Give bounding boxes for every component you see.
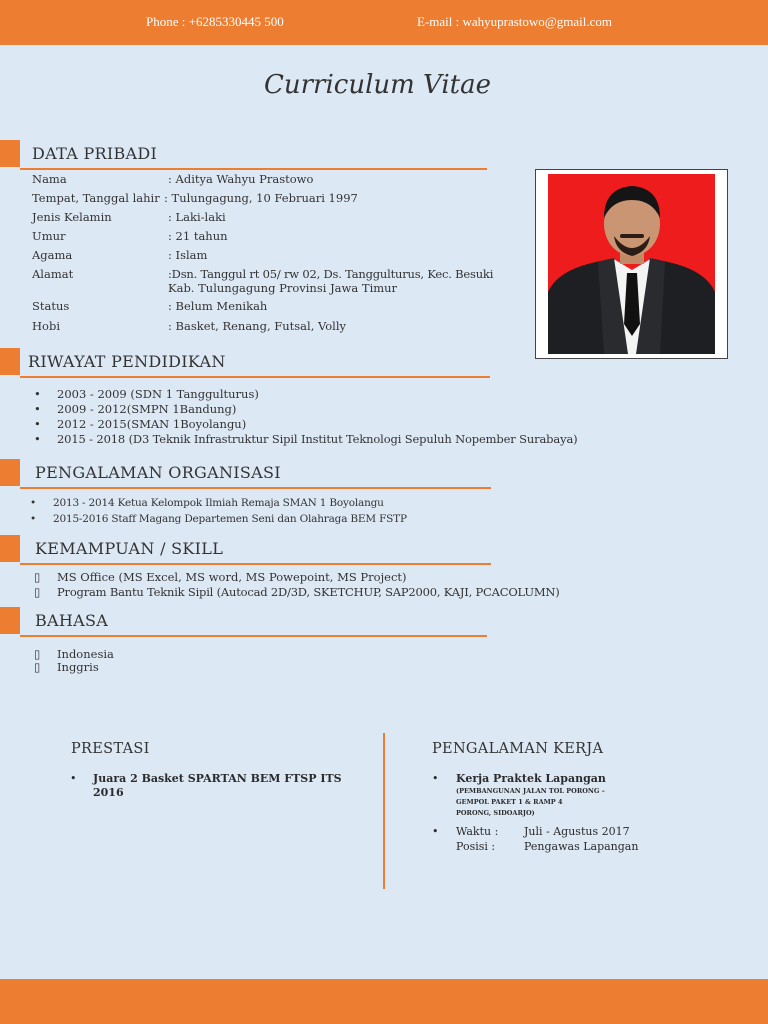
section-divider	[20, 487, 491, 489]
email-text[interactable]: E-mail : wahyuprastowo@gmail.com	[417, 14, 613, 29]
section-marker	[0, 535, 20, 562]
box-bullet-icon: ▯	[34, 570, 41, 584]
profile-photo	[548, 174, 715, 354]
pengalaman-kerja-heading: PENGALAMAN KERJA	[432, 741, 604, 757]
field-label: Tempat, Tanggal lahir	[32, 191, 160, 205]
field-label: Agama	[32, 248, 73, 262]
field-value-line2: Kab. Tulungagung Provinsi Jawa Timur	[168, 281, 398, 295]
bahasa-list	[32, 647, 114, 673]
phone-text: Phone : +6285330445 500	[146, 14, 284, 29]
section-divider	[20, 635, 487, 637]
field-value: :Dsn. Tanggul rt 05/ rw 02, Ds. Tanggulturus, Kec. Besuki	[168, 267, 494, 281]
field-label: Nama	[32, 172, 67, 186]
field-value: : Belum Menikah	[168, 299, 268, 313]
list-item: • 2012 - 2015(SMAN 1Boyolangu)	[34, 417, 247, 431]
list-item: ▯ MS Office (MS Excel, MS word, MS Powepoint, MS Project)	[34, 570, 407, 584]
section-skill	[0, 535, 491, 565]
section-bahasa	[0, 607, 487, 637]
field-label: Hobi	[32, 319, 60, 333]
bullet: •	[432, 772, 439, 785]
profile-photo-frame	[535, 169, 728, 359]
list-item: • 2009 - 2012(SMPN 1Bandung)	[34, 402, 237, 416]
section-heading: BAHASA	[35, 611, 109, 630]
prestasi-heading: PRESTASI	[71, 741, 150, 757]
list-item: • 2015-2016 Staff Magang Departemen Seni dan Olahraga BEM FSTP	[30, 513, 407, 525]
section-heading: KEMAMPUAN / SKILL	[35, 539, 224, 558]
section-organisasi	[0, 459, 491, 489]
list-item: ▯ Indonesia	[34, 647, 114, 661]
list-item: ▯ Inggris	[34, 660, 99, 674]
list-item: • 2015 - 2018 (D3 Teknik Infrastruktur Sipil Institut Teknologi Sepuluh Nopember Surabaya)	[34, 432, 578, 446]
skill-list	[32, 570, 560, 600]
section-pendidikan	[0, 348, 490, 378]
section-heading: RIWAYAT PENDIDIKAN	[28, 352, 226, 371]
footer-bar	[0, 979, 768, 1024]
section-marker	[0, 348, 20, 375]
section-heading: PENGALAMAN ORGANISASI	[35, 463, 281, 482]
column-divider	[383, 733, 385, 889]
field-label: Jenis Kelamin	[32, 210, 112, 224]
box-bullet-icon: ▯	[34, 647, 41, 661]
section-marker	[0, 140, 20, 167]
bullet: •	[432, 825, 439, 838]
section-divider	[20, 376, 490, 378]
pengalaman-kerja-item: • Kerja Praktek Lapangan (PEMBANGUNAN JALAN TOL PORONG – GEMPOL PAKET 1 & RAMP 4 PORONG, SIDOARJO) • Waktu : Juli - Agustus 2017 Posisi : Pengawas Lapangan	[432, 772, 639, 853]
page-title: Curriculum Vitae	[263, 70, 492, 100]
pendidikan-list	[32, 387, 578, 447]
field-value: : Basket, Renang, Futsal, Volly	[168, 319, 347, 333]
field-value: : Aditya Wahyu Prastowo	[168, 172, 314, 186]
list-item: • 2013 - 2014 Ketua Kelompok Ilmiah Remaja SMAN 1 Boyolangu	[30, 497, 384, 509]
section-divider	[20, 563, 491, 565]
organisasi-list	[28, 496, 407, 528]
field-label: Alamat	[32, 267, 74, 281]
field-label: Umur	[32, 229, 66, 243]
bullet: •	[70, 772, 77, 785]
person-portrait-icon	[548, 174, 715, 354]
field-value: : Tulungagung, 10 Februari 1997	[164, 191, 358, 205]
list-item: ▯ Program Bantu Teknik Sipil (Autocad 2D/3D, SKETCHUP, SAP2000, KAJI, PCACOLUMN)	[34, 585, 560, 599]
section-divider	[20, 168, 487, 170]
field-label: Status	[32, 299, 70, 313]
field-value: : 21 tahun	[168, 229, 228, 243]
box-bullet-icon: ▯	[34, 585, 41, 599]
section-marker	[0, 459, 20, 486]
section-marker	[0, 607, 20, 634]
header-bar	[0, 0, 768, 45]
box-bullet-icon: ▯	[34, 660, 41, 674]
field-value: : Islam	[168, 248, 208, 262]
section-data-pribadi	[0, 140, 487, 170]
section-heading: DATA PRIBADI	[32, 144, 158, 163]
list-item: • 2003 - 2009 (SDN 1 Tanggulturus)	[34, 387, 259, 401]
field-value: : Laki-laki	[168, 210, 226, 224]
